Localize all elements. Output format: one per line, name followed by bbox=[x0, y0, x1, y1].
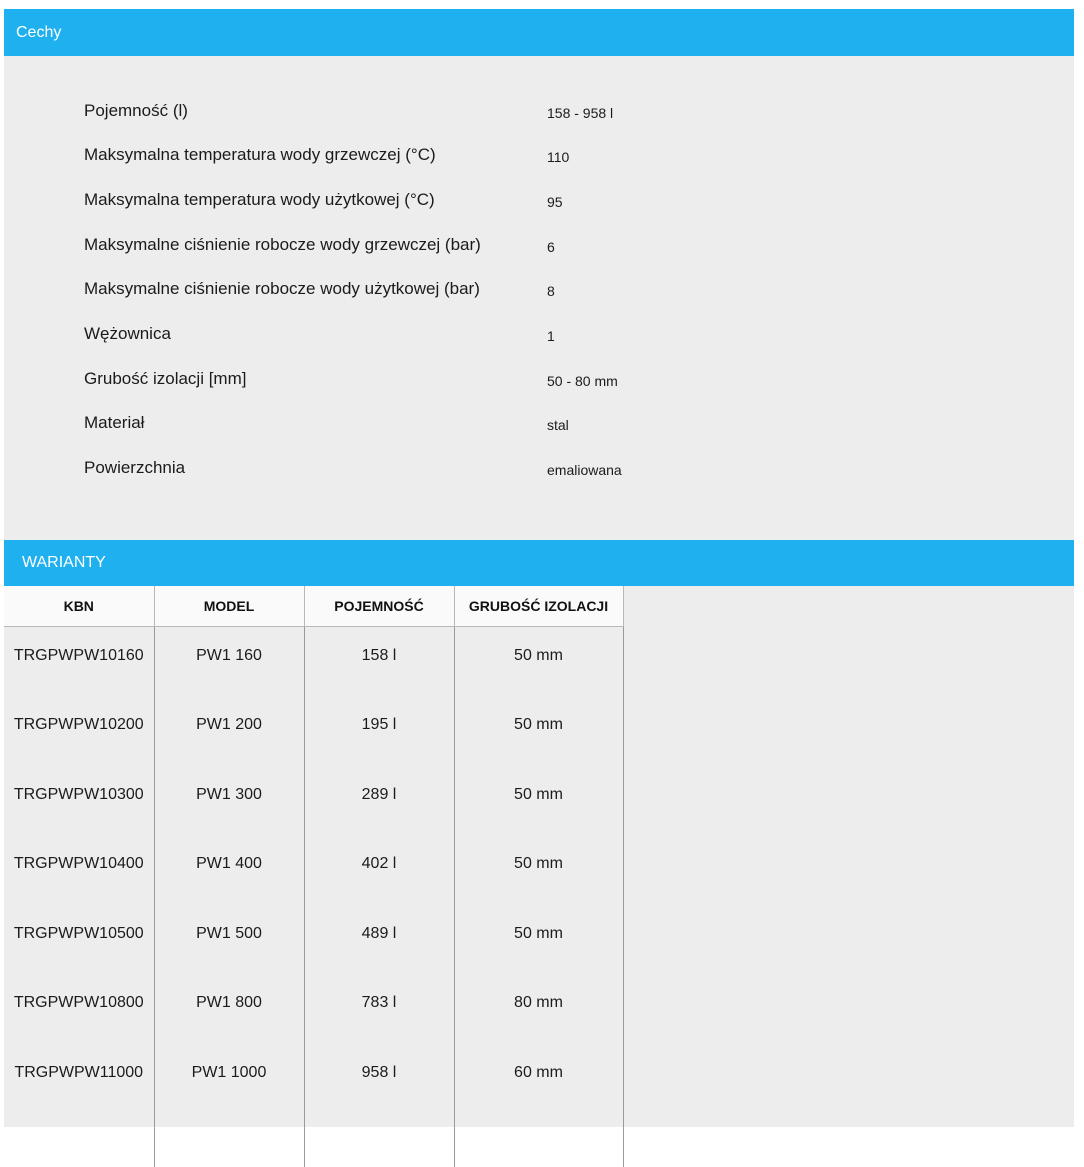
cell-kbn: TRGPWPW10500 bbox=[4, 905, 154, 975]
cell-capacity: 783 l bbox=[304, 974, 454, 1044]
feature-row-max-heating-pressure bbox=[84, 234, 1044, 256]
feature-value: 1 bbox=[547, 328, 555, 344]
variants-header[interactable] bbox=[4, 540, 1074, 586]
table-row bbox=[4, 696, 623, 766]
cell-insulation: 50 mm bbox=[454, 835, 623, 905]
cell-kbn: TRGPWPW10160 bbox=[4, 627, 154, 697]
feature-label: Maksymalne ciśnienie robocze wody grzewczej (bar) bbox=[84, 235, 481, 254]
column-header-insulation[interactable]: GRUBOŚĆ IZOLACJI bbox=[454, 586, 623, 627]
cell-insulation: 50 mm bbox=[454, 766, 623, 836]
feature-row-material bbox=[84, 412, 1044, 434]
cell-kbn: TRGPWPW10800 bbox=[4, 974, 154, 1044]
feature-row-insulation bbox=[84, 368, 1044, 390]
cell-model: PW1 160 bbox=[154, 627, 304, 697]
cell-model: PW1 200 bbox=[154, 696, 304, 766]
cell-kbn: TRGPWPW10400 bbox=[4, 835, 154, 905]
cell-capacity: 289 l bbox=[304, 766, 454, 836]
cell-kbn: TRGPWPW10300 bbox=[4, 766, 154, 836]
cell-kbn: TRGPWPW11000 bbox=[4, 1044, 154, 1114]
spacer-cell bbox=[154, 1113, 304, 1167]
cell-capacity: 489 l bbox=[304, 905, 454, 975]
feature-value: 6 bbox=[547, 239, 555, 255]
cell-capacity: 402 l bbox=[304, 835, 454, 905]
cell-insulation: 60 mm bbox=[454, 1044, 623, 1114]
feature-label: Pojemność (l) bbox=[84, 101, 188, 120]
cell-capacity: 195 l bbox=[304, 696, 454, 766]
feature-value: 8 bbox=[547, 283, 555, 299]
feature-value: emaliowana bbox=[547, 462, 622, 478]
table-header-row bbox=[4, 586, 623, 627]
variants-title: WARIANTY bbox=[22, 554, 106, 571]
column-header-model[interactable]: MODEL bbox=[154, 586, 304, 627]
cell-insulation: 50 mm bbox=[454, 696, 623, 766]
feature-row-max-heating-temp bbox=[84, 144, 1044, 166]
feature-row-max-dhw-pressure bbox=[84, 278, 1044, 300]
feature-label: Wężownica bbox=[84, 324, 171, 343]
feature-label: Grubość izolacji [mm] bbox=[84, 369, 247, 388]
column-header-capacity[interactable]: POJEMNOŚĆ bbox=[304, 586, 454, 627]
cell-model: PW1 300 bbox=[154, 766, 304, 836]
cell-model: PW1 800 bbox=[154, 974, 304, 1044]
feature-label: Maksymalne ciśnienie robocze wody użytkowej (bar) bbox=[84, 279, 480, 298]
feature-label: Maksymalna temperatura wody użytkowej (°C) bbox=[84, 190, 435, 209]
cell-capacity: 158 l bbox=[304, 627, 454, 697]
feature-label: Maksymalna temperatura wody grzewczej (°C) bbox=[84, 145, 436, 164]
feature-value: 110 bbox=[547, 149, 570, 165]
features-panel bbox=[4, 56, 1074, 540]
feature-label: Materiał bbox=[84, 413, 145, 432]
cell-insulation: 80 mm bbox=[454, 974, 623, 1044]
cell-model: PW1 500 bbox=[154, 905, 304, 975]
feature-row-surface bbox=[84, 457, 1044, 479]
variants-table bbox=[4, 586, 624, 1167]
features-header[interactable] bbox=[4, 9, 1074, 56]
table-row bbox=[4, 835, 623, 905]
cell-kbn: TRGPWPW10200 bbox=[4, 696, 154, 766]
table-row bbox=[4, 627, 623, 697]
table-row bbox=[4, 1044, 623, 1114]
features-title: Cechy bbox=[16, 24, 62, 41]
feature-label: Powierzchnia bbox=[84, 458, 186, 477]
cell-model: PW1 1000 bbox=[154, 1044, 304, 1114]
feature-value: stal bbox=[547, 417, 569, 433]
cell-capacity: 958 l bbox=[304, 1044, 454, 1114]
table-row bbox=[4, 905, 623, 975]
column-header-kbn[interactable]: KBN bbox=[4, 586, 154, 627]
spacer-cell bbox=[454, 1113, 623, 1167]
feature-row-coil bbox=[84, 323, 1044, 345]
variants-panel bbox=[4, 586, 1074, 1127]
feature-row-capacity bbox=[84, 100, 1044, 122]
table-row bbox=[4, 974, 623, 1044]
feature-value: 158 - 958 l bbox=[547, 105, 614, 121]
cell-insulation: 50 mm bbox=[454, 905, 623, 975]
cell-model: PW1 400 bbox=[154, 835, 304, 905]
spacer-cell bbox=[304, 1113, 454, 1167]
spacer-cell bbox=[4, 1113, 154, 1167]
cell-insulation: 50 mm bbox=[454, 627, 623, 697]
feature-value: 50 - 80 mm bbox=[547, 373, 618, 389]
product-details bbox=[4, 9, 1074, 1127]
table-row bbox=[4, 766, 623, 836]
feature-value: 95 bbox=[547, 194, 563, 210]
table-spacer-row bbox=[4, 1113, 623, 1167]
feature-row-max-dhw-temp bbox=[84, 189, 1044, 211]
